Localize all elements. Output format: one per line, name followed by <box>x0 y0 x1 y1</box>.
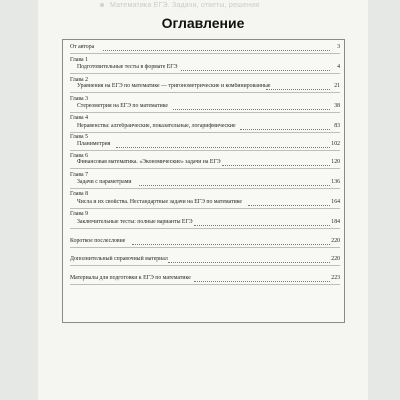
row-divider <box>70 53 340 54</box>
toc-entry-title: Числа и их свойства. Нестандартные задачи на ЕГЭ по математике <box>77 199 242 205</box>
document-page <box>38 0 368 400</box>
chapter-label: Глава 9 <box>70 211 88 217</box>
toc-entry-title: Неравенства: алгебраические, показательные, логарифмические <box>77 123 236 129</box>
chapter-label: Глава 4 <box>70 115 88 121</box>
toc-entry-title: Задачи с параметрами <box>77 179 132 185</box>
row-divider <box>70 150 340 151</box>
leader-dots <box>116 147 330 148</box>
row-divider <box>70 284 340 285</box>
toc-page-number: 223 <box>331 275 340 281</box>
chapter-label: Глава 8 <box>70 191 88 197</box>
row-divider <box>70 73 340 74</box>
row-divider <box>70 208 340 209</box>
leader-dots <box>222 165 330 166</box>
row-divider <box>70 92 340 93</box>
toc-entry-title: Уравнения на ЕГЭ по математике — тригонометрические и комбинированные <box>77 83 271 89</box>
leader-dots <box>103 50 330 51</box>
chapter-label: Глава 5 <box>70 134 88 140</box>
row-divider <box>70 228 340 229</box>
toc-box <box>62 39 345 323</box>
toc-page-number: 21 <box>334 83 340 89</box>
chapter-label: Глава 2 <box>70 77 88 83</box>
toc-page-number: 4 <box>337 64 340 70</box>
page-title: Оглавление <box>161 15 245 31</box>
toc-entry-title: Финансовая математика. «Экономические» задачи на ЕГЭ <box>77 159 221 165</box>
leader-dots <box>248 205 330 206</box>
toc-page-number: 120 <box>331 159 340 165</box>
faded-header-text: Математика ЕГЭ. Задачи, ответы, решения <box>110 2 260 9</box>
leader-dots <box>194 281 330 282</box>
leader-dots <box>266 89 330 90</box>
toc-page-number: 38 <box>334 103 340 109</box>
row-divider <box>70 112 340 113</box>
bullet-icon <box>100 3 104 7</box>
toc-page-number: 220 <box>331 256 340 262</box>
toc-page-number: 220 <box>331 238 340 244</box>
leader-dots <box>132 244 330 245</box>
toc-entry-title: Стереометрия на ЕГЭ по математике <box>77 103 168 109</box>
toc-entry-title: Дополнительный справочный материал <box>70 256 168 262</box>
toc-entry-title: Подготовительные тесты в формате ЕГЭ <box>77 64 178 70</box>
toc-entry-title: От автора <box>70 44 95 50</box>
toc-entry-title: Короткое послесловие <box>70 238 126 244</box>
leader-dots <box>240 129 330 130</box>
row-divider <box>70 247 340 248</box>
chapter-label: Глава 3 <box>70 96 88 102</box>
leader-dots <box>181 70 330 71</box>
toc-page-number: 184 <box>331 219 340 225</box>
row-divider <box>70 132 340 133</box>
row-divider <box>70 188 340 189</box>
toc-entry-title: Материалы для подготовки к ЕГЭ по математике <box>70 275 191 281</box>
leader-dots <box>168 262 330 263</box>
chapter-label: Глава 6 <box>70 153 88 159</box>
toc-entry-title: Планиметрия <box>77 141 111 147</box>
row-divider <box>70 168 340 169</box>
toc-page-number: 83 <box>334 123 340 129</box>
chapter-label: Глава 7 <box>70 172 88 178</box>
toc-page-number: 102 <box>331 141 340 147</box>
leader-dots <box>139 185 330 186</box>
toc-page-number: 136 <box>331 179 340 185</box>
leader-dots <box>194 225 330 226</box>
toc-page-number: 164 <box>331 199 340 205</box>
leader-dots <box>173 109 330 110</box>
toc-entry-title: Заключительные тесты: полные варианты ЕГЭ <box>77 219 193 225</box>
toc-page-number: 3 <box>337 44 340 50</box>
faded-header <box>100 2 330 14</box>
row-divider <box>70 265 340 266</box>
chapter-label: Глава 1 <box>70 57 88 63</box>
